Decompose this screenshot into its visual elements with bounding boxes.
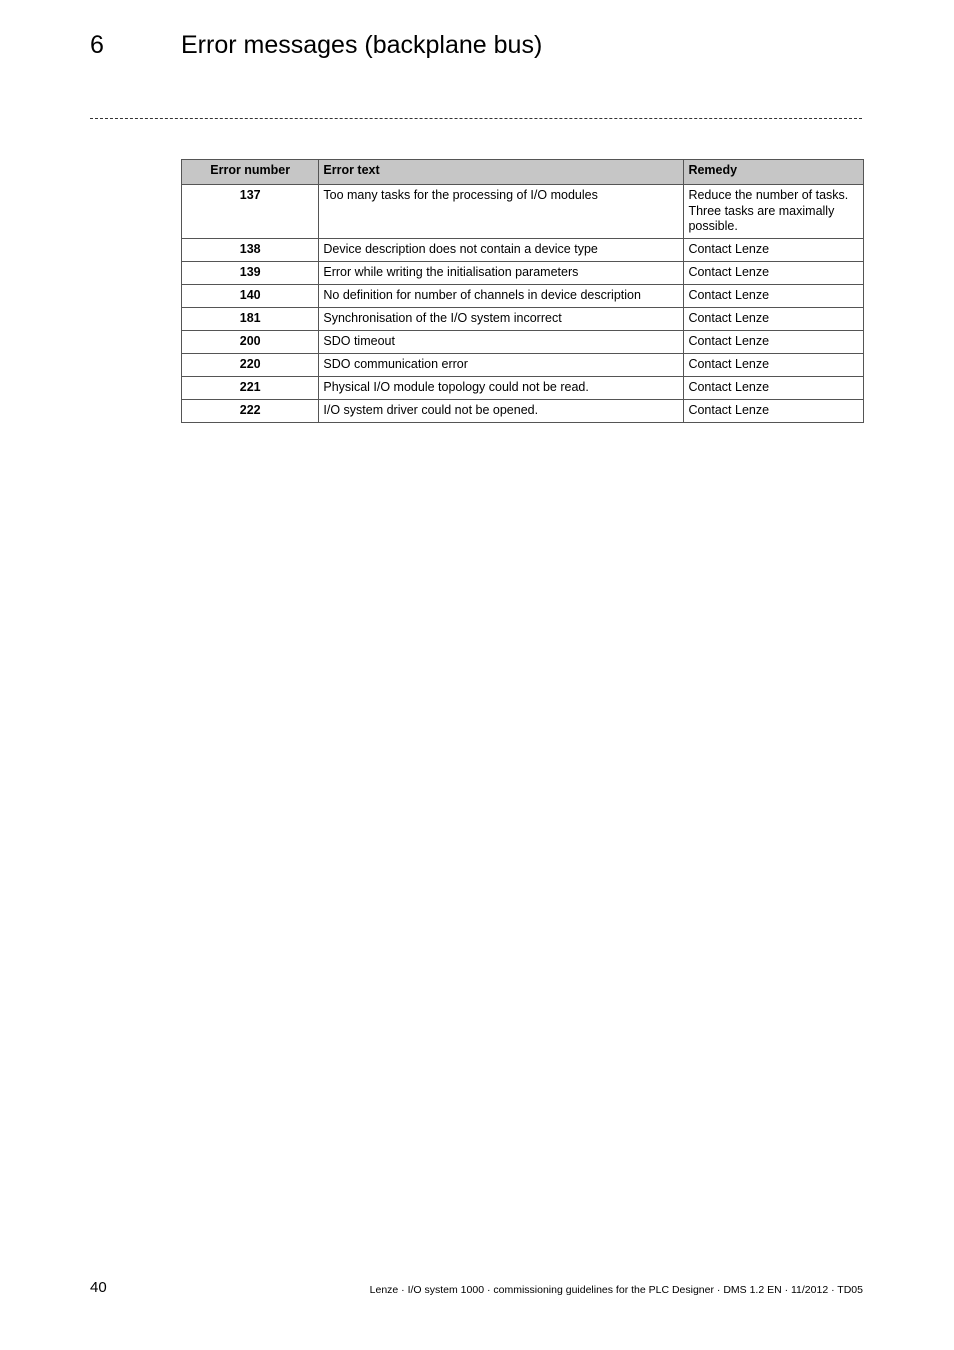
error-text-cell: Synchronisation of the I/O system incorrect [319, 307, 684, 330]
error-number-cell: 140 [182, 284, 319, 307]
table-row [182, 185, 864, 239]
table-row [182, 353, 864, 376]
error-number-cell: 222 [182, 399, 319, 422]
remedy-cell: Contact Lenze [684, 238, 864, 261]
chapter-number: 6 [90, 31, 104, 59]
page-number: 40 [90, 1279, 107, 1296]
error-number-cell: 220 [182, 353, 319, 376]
table-row [182, 307, 864, 330]
error-text-cell: No definition for number of channels in device description [319, 284, 684, 307]
column-header-error-number: Error number [182, 160, 319, 185]
remedy-cell: Contact Lenze [684, 330, 864, 353]
table-row [182, 261, 864, 284]
remedy-cell: Reduce the number of tasks. Three tasks are maximally possible. [684, 185, 864, 239]
remedy-cell: Contact Lenze [684, 284, 864, 307]
error-text-cell: Physical I/O module topology could not be read. [319, 376, 684, 399]
error-number-cell: 221 [182, 376, 319, 399]
remedy-cell: Contact Lenze [684, 399, 864, 422]
remedy-cell: Contact Lenze [684, 353, 864, 376]
error-text-cell: Device description does not contain a device type [319, 238, 684, 261]
table-header-row [182, 160, 864, 185]
page-header [90, 28, 870, 64]
column-header-error-text: Error text [319, 160, 684, 185]
error-number-cell: 181 [182, 307, 319, 330]
table-row [182, 238, 864, 261]
table-row [182, 376, 864, 399]
footer-document-info: Lenze · I/O system 1000 · commissioning guidelines for the PLC Designer · DMS 1.2 EN · 11/2012 · TD05 [369, 1284, 863, 1296]
remedy-cell: Contact Lenze [684, 261, 864, 284]
page-footer [90, 1278, 863, 1302]
error-text-cell: SDO timeout [319, 330, 684, 353]
table-row [182, 284, 864, 307]
column-header-remedy: Remedy [684, 160, 864, 185]
error-text-cell: I/O system driver could not be opened. [319, 399, 684, 422]
error-text-cell: Too many tasks for the processing of I/O modules [319, 185, 684, 239]
table-row [182, 330, 864, 353]
error-number-cell: 137 [182, 185, 319, 239]
error-number-cell: 200 [182, 330, 319, 353]
remedy-cell: Contact Lenze [684, 376, 864, 399]
table-row [182, 399, 864, 422]
chapter-title: Error messages (backplane bus) [181, 31, 543, 59]
header-divider [90, 118, 862, 119]
remedy-cell: Contact Lenze [684, 307, 864, 330]
error-text-cell: Error while writing the initialisation parameters [319, 261, 684, 284]
error-number-cell: 139 [182, 261, 319, 284]
error-table [181, 159, 864, 423]
error-number-cell: 138 [182, 238, 319, 261]
error-text-cell: SDO communication error [319, 353, 684, 376]
